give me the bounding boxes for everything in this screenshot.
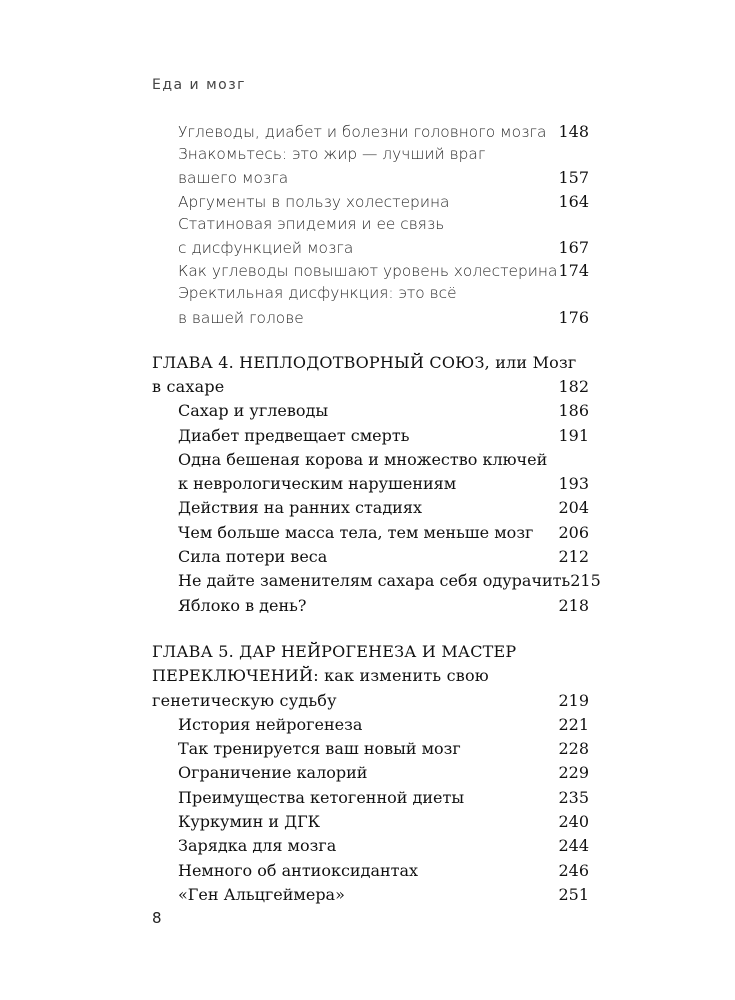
- toc-entry-page: 228: [558, 739, 589, 759]
- toc-entry-page: 157: [558, 168, 589, 188]
- chapter-title-line: [152, 689, 589, 713]
- chapter-section: [152, 351, 601, 618]
- toc-entry-line: [152, 259, 589, 282]
- toc-entry-line: [152, 399, 589, 423]
- chapter-title-line: [152, 664, 589, 688]
- toc-entry-title: История нейрогенеза: [178, 714, 363, 734]
- toc-entry-line: [152, 521, 589, 545]
- table-of-contents: [152, 120, 601, 907]
- toc-entry-line: [152, 834, 589, 858]
- chapter-title-line: [152, 640, 589, 664]
- toc-entry-title: Преимущества кетогенной диеты: [178, 787, 465, 807]
- toc-entry-line: [152, 306, 589, 329]
- toc-entry-title: в вашей голове: [178, 308, 304, 327]
- toc-entry-page: 251: [558, 884, 589, 904]
- toc-entry-page: 215: [570, 571, 601, 591]
- toc-entry-line: [152, 143, 589, 166]
- toc-entry-page: 174: [558, 261, 589, 281]
- toc-entry-title: Аргументы в пользу холестерина: [178, 192, 450, 211]
- toc-entry-title: с дисфункцией мозга: [178, 238, 354, 257]
- toc-entry-page: 240: [558, 812, 589, 832]
- toc-entry-title: Немного об антиоксидантах: [178, 860, 419, 880]
- chapter-heading: [152, 351, 589, 400]
- chapter-title: генетическую судьбу: [152, 690, 337, 710]
- toc-entry-title: Так тренируется ваш новый мозг: [178, 739, 461, 759]
- chapter-section: [152, 640, 589, 907]
- toc-entry-title: Сила потери веса: [178, 547, 328, 567]
- toc-entry-title: Яблоко в день?: [178, 595, 307, 615]
- toc-entry-title: к неврологическим нарушениям: [178, 474, 457, 494]
- chapter-title-line: [152, 375, 589, 399]
- toc-entry-line: [152, 166, 589, 189]
- toc-entry-title: Чем больше масса тела, тем меньше мозг: [178, 522, 534, 542]
- running-head: Еда и мозг: [152, 77, 247, 93]
- toc-entry-title: вашего мозга: [178, 169, 289, 188]
- toc-entry-title: «Ген Альцгеймера»: [178, 884, 345, 904]
- toc-entry-title: Статиновая эпидемия и ее связь: [178, 214, 445, 233]
- toc-entry-line: [152, 761, 589, 785]
- toc-entry-line: [152, 569, 601, 593]
- toc-entry-line: [152, 713, 589, 737]
- toc-entry-page: 191: [558, 425, 589, 445]
- chapter-page: 219: [558, 690, 589, 710]
- toc-entry-page: 204: [558, 498, 589, 518]
- toc-entry-line: [152, 120, 589, 143]
- chapters-list: [152, 351, 601, 908]
- toc-entry-page: 235: [558, 787, 589, 807]
- toc-entry-page: 193: [558, 474, 589, 494]
- chapter-title: ГЛАВА 4. НЕПЛОДОТВОРНЫЙ СОЮЗ, или Мозг: [152, 352, 577, 372]
- toc-entry-title: Ограничение калорий: [178, 763, 368, 783]
- toc-entry-line: [152, 236, 589, 259]
- toc-entry-line: [152, 282, 589, 305]
- toc-entry-page: 246: [558, 860, 589, 880]
- chapter-heading: [152, 640, 589, 713]
- toc-entry-page: 167: [558, 237, 589, 257]
- toc-entry-page: 229: [558, 763, 589, 783]
- toc-entry-line: [152, 424, 589, 448]
- toc-entry-title: Не дайте заменителям сахара себя одурачить: [178, 571, 571, 591]
- toc-entry-title: Диабет предвещает смерть: [178, 425, 410, 445]
- toc-entry-line: [152, 859, 589, 883]
- toc-entry-line: [152, 786, 589, 810]
- toc-entry-page: 176: [558, 307, 589, 327]
- toc-entry-line: [152, 213, 589, 236]
- toc-entry-title: Сахар и углеводы: [178, 401, 329, 421]
- toc-entry-title: Эректильная дисфункция: это всё: [178, 284, 457, 303]
- toc-entry-title: Знакомьтесь: это жир — лучший враг: [178, 145, 486, 164]
- toc-entry-title: Одна бешеная корова и множество ключей: [178, 449, 548, 469]
- toc-entry-page: 244: [558, 836, 589, 856]
- chapter-entries: [152, 399, 601, 618]
- toc-entry-line: [152, 810, 589, 834]
- toc-entry-page: 221: [558, 714, 589, 734]
- chapter-title: ПЕРЕКЛЮЧЕНИЙ: как изменить свою: [152, 666, 489, 686]
- toc-entry-line: [152, 496, 589, 520]
- toc-entry-line: [152, 472, 589, 496]
- toc-entry-title: Как углеводы повышают уровень холестерина: [178, 262, 558, 281]
- toc-entry-page: 186: [558, 401, 589, 421]
- toc-entry-title: Куркумин и ДГК: [178, 812, 321, 832]
- toc-entry-title: Зарядка для мозга: [178, 836, 337, 856]
- toc-entry-page: 164: [558, 191, 589, 211]
- toc-entry-page: 206: [558, 522, 589, 542]
- toc-entry-line: [152, 594, 589, 618]
- chapter-page: 182: [558, 376, 589, 396]
- toc-entry-title: Углеводы, диабет и болезни головного мозга: [178, 123, 547, 141]
- toc-entry-page: 148: [558, 122, 589, 141]
- toc-entry-title: Действия на ранних стадиях: [178, 498, 422, 518]
- toc-entry-page: 212: [558, 547, 589, 567]
- toc-entry-line: [152, 545, 589, 569]
- chapter-title-line: [152, 351, 589, 375]
- toc-entry-line: [152, 448, 589, 472]
- page-number: 8: [152, 909, 162, 927]
- toc-entry-line: [152, 190, 589, 213]
- chapter-entries: [152, 713, 589, 907]
- toc-entry-page: 218: [558, 595, 589, 615]
- toc-entry-line: [152, 737, 589, 761]
- continued-entries: [152, 120, 589, 329]
- toc-entry-line: [152, 883, 589, 907]
- chapter-title: в сахаре: [152, 376, 225, 396]
- chapter-title: ГЛАВА 5. ДАР НЕЙРОГЕНЕЗА И МАСТЕР: [152, 641, 517, 661]
